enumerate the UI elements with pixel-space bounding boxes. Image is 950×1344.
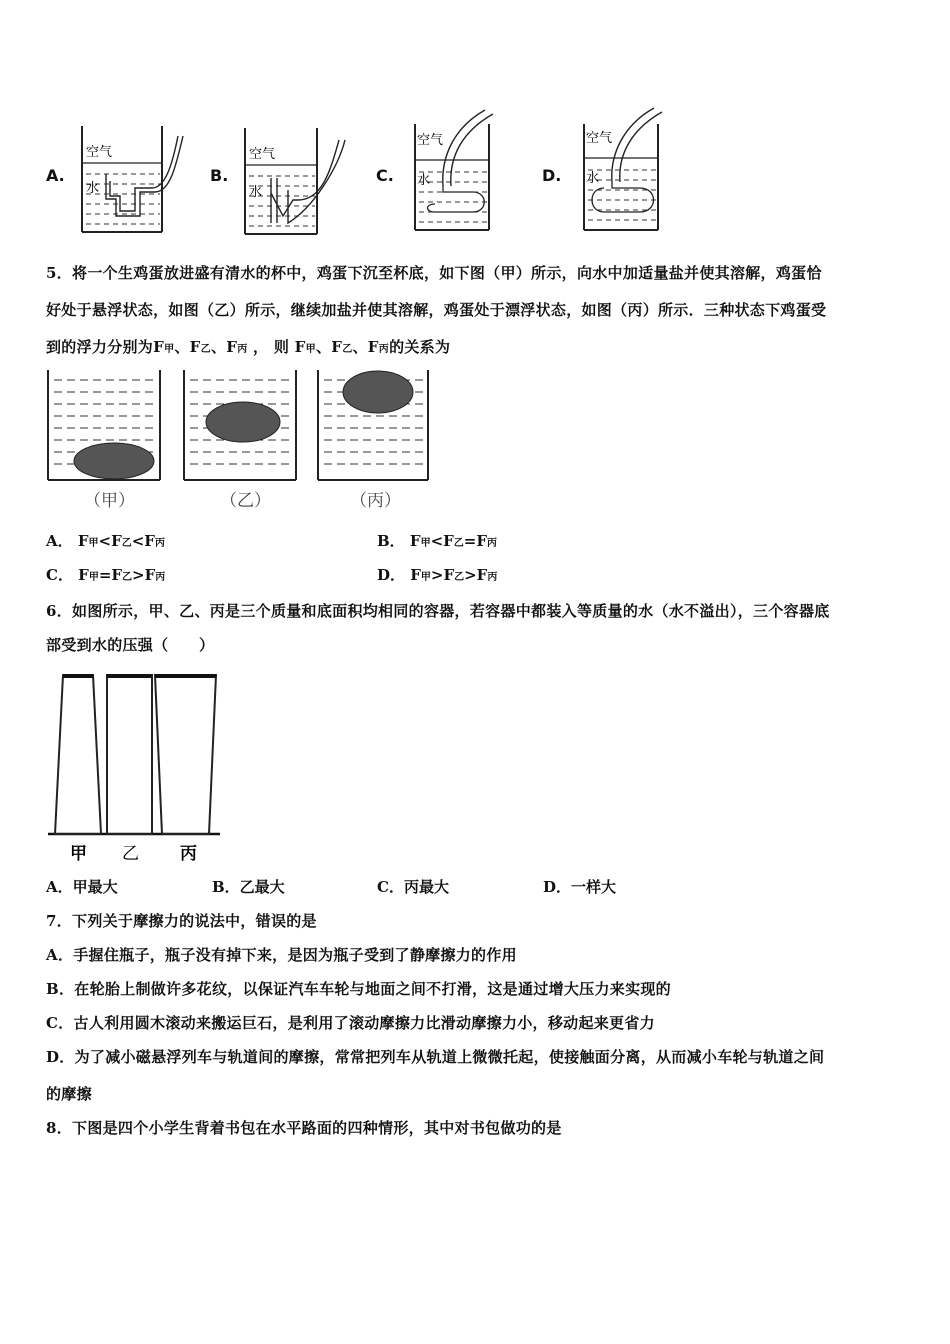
egg-yi	[206, 402, 280, 442]
q5-option-a: A． F甲<F乙<F丙	[46, 532, 165, 550]
q5-option-c: C． F甲=F乙>F丙	[46, 566, 166, 584]
water-label: 水	[586, 171, 600, 186]
q6-option-d: D．一样大	[543, 878, 617, 896]
q5-stem-line-1: 5．将一个生鸡蛋放进盛有清水的杯中，鸡蛋下沉至杯底，如下图（甲）所示，向水中加适量盐并使其溶解，鸡蛋恰	[46, 264, 822, 282]
beaker-diagram-c	[413, 108, 523, 234]
label-yi: （乙）	[220, 491, 271, 511]
beaker-bing	[318, 370, 428, 480]
water-label: 水	[417, 173, 431, 188]
q7-option-d-line-1: D．为了减小磁悬浮列车与轨道间的摩擦，常常把列车从轨道上微微托起，使接触面分离，从而减小车轮与轨道之间	[46, 1048, 825, 1066]
air-label: 空气	[86, 145, 113, 160]
egg-beakers-figure	[44, 366, 434, 516]
q6-option-b: B．乙最大	[212, 878, 285, 896]
q6-option-a: A．甲最大	[46, 878, 118, 896]
container-yi	[107, 675, 152, 834]
q7-option-b: B．在轮胎上制做许多花纹，以保证汽车车轮与地面之间不打滑，这是通过增大压力来实现的	[46, 980, 671, 998]
air-label: 空气	[417, 133, 444, 148]
beaker-jia	[48, 370, 160, 480]
label-bing: 丙	[180, 844, 197, 864]
water-label: 水	[86, 181, 100, 196]
q4-option-letter: A.	[46, 166, 65, 185]
q4-option-letter: D.	[542, 166, 562, 185]
label-bing: （丙）	[350, 491, 401, 511]
water-label: 水	[249, 185, 263, 200]
beaker-diagram-a	[80, 126, 190, 236]
container-bing	[155, 675, 216, 834]
q5-stem-line-3: 到的浮力分别为F甲、F乙、F丙 ， 则 F甲、F乙、F丙的关系为	[46, 338, 451, 356]
q6-option-c: C．丙最大	[377, 878, 449, 896]
q6-stem-line-1: 6．如图所示，甲、乙、丙是三个质量和底面积均相同的容器，若容器中都装入等质量的水（水不溢出），三个容器底	[46, 602, 830, 620]
beaker-diagram-b	[243, 128, 353, 238]
q5-option-b: B． F甲<F乙=F丙	[377, 532, 497, 550]
q5-stem-line-2: 好处于悬浮状态，如图（乙）所示，继续加盐并使其溶解，鸡蛋处于漂浮状态，如图（丙）所示．三种状态下鸡蛋受	[46, 301, 827, 319]
q4-option-letter: B.	[210, 166, 229, 185]
q5-option-d: D． F甲>F乙>F丙	[377, 566, 498, 584]
q4-option-letter: C.	[376, 166, 394, 185]
beaker-diagram-d	[582, 106, 692, 234]
container-jia	[55, 675, 101, 834]
q6-stem-line-2: 部受到水的压强（ ）	[46, 636, 215, 654]
air-label: 空气	[586, 131, 613, 146]
label-jia: （甲）	[84, 491, 135, 511]
egg-bing	[343, 371, 413, 413]
q8-stem: 8．下图是四个小学生背着书包在水平路面的四种情形，其中对书包做功的是	[46, 1119, 562, 1137]
label-yi: 乙	[122, 844, 139, 864]
egg-jia	[74, 443, 154, 479]
containers-figure	[48, 670, 228, 870]
q7-option-d-line-2: 的摩擦	[46, 1085, 92, 1103]
q7-stem: 7．下列关于摩擦力的说法中，错误的是	[46, 912, 317, 930]
air-label: 空气	[249, 147, 276, 162]
label-jia: 甲	[70, 844, 87, 864]
beaker-yi	[184, 370, 296, 480]
q7-option-c: C．古人利用圆木滚动来搬运巨石，是利用了滚动摩擦力比滑动摩擦力小，移动起来更省力	[46, 1014, 655, 1032]
q7-option-a: A．手握住瓶子，瓶子没有掉下来，是因为瓶子受到了静摩擦力的作用	[46, 946, 517, 964]
